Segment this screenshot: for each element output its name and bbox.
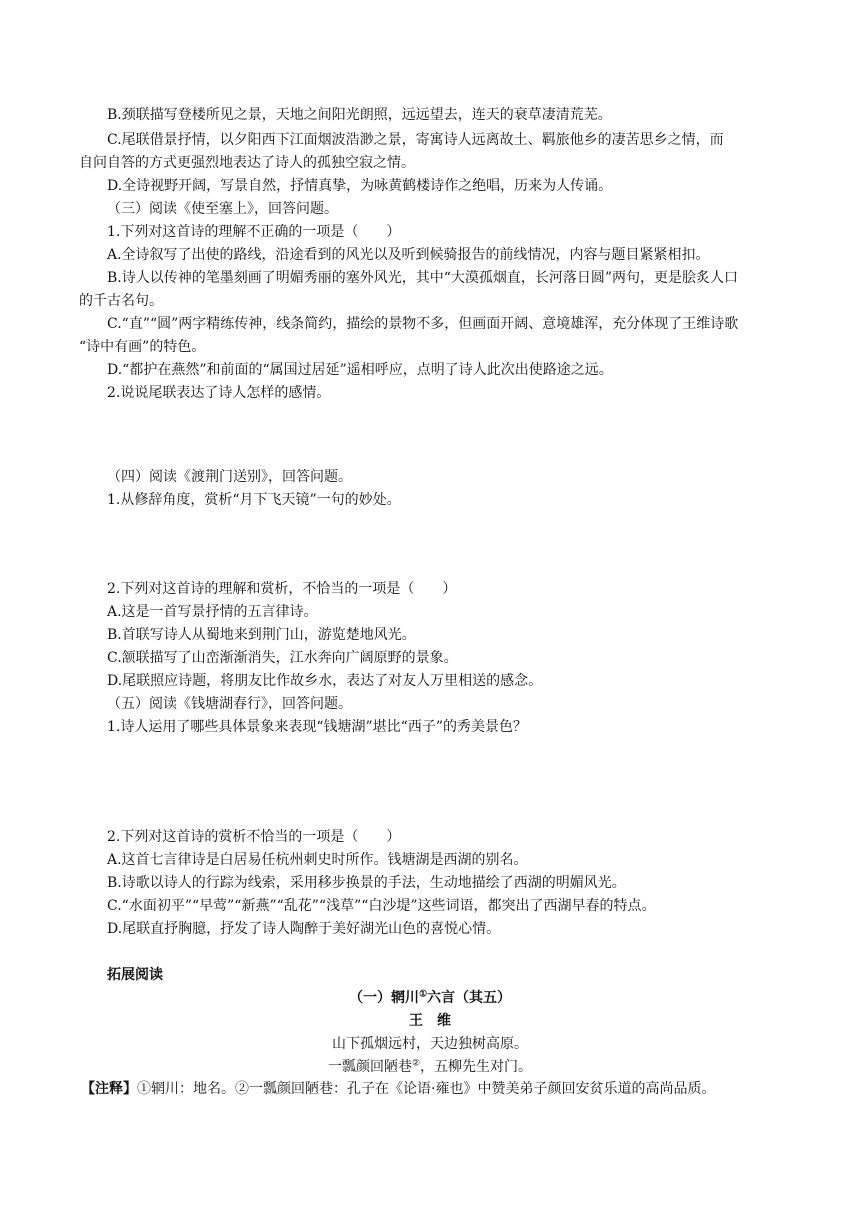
poem-line-2	[0, 1057, 860, 1077]
section-4-question-2: 2.下列对这首诗的理解和赏析，不恰当的一项是（ ）	[107, 581, 457, 597]
poem-notes	[81, 1079, 715, 1099]
section-3-option-c-line2: “诗中有画”的特色。	[79, 339, 206, 355]
poem-line-1: 山下孤烟远村，天边独树高原。	[332, 1036, 528, 1052]
section-3-title: （三）阅读《使至塞上》，回答问题。	[107, 201, 338, 217]
section-4-option-d: D.尾联照应诗题，将朋友比作故乡水，表达了对友人万里相送的感念。	[107, 673, 543, 689]
section-5-question-2: 2.下列对这首诗的赏析不恰当的一项是（ ）	[107, 829, 401, 845]
option-b: B.颈联描写登楼所见之景，天地之间阳光朗照，远远望去，连天的衰草凄清荒芜。	[107, 107, 612, 123]
poem-title-text: （一）辋川	[348, 990, 419, 1006]
poem-line-2-b: ，五柳先生对门。	[420, 1059, 533, 1075]
poem-line-2-a: 一瓢颜回陋巷	[327, 1059, 412, 1075]
section-5-question-1: 1.诗人运用了哪些具体景象来表现“钱塘湖”堪比“西子”的秀美景色？	[107, 719, 527, 735]
section-3-option-d: D.“都护在燕然”和前面的“属国过居延”遥相呼应，点明了诗人此次出使路途之远。	[107, 362, 613, 378]
section-3-option-b-line1: B.诗人以传神的笔墨刻画了明媚秀丽的塞外风光，其中“大漠孤烟直，长河落日圆”两句，更是脍炙人口	[107, 270, 739, 286]
section-5-option-b: B.诗歌以诗人的行踪为线索，采用移步换景的手法，生动地描绘了西湖的明媚风光。	[107, 875, 626, 891]
section-4-question-1: 1.从修辞角度，赏析“月下飞天镜”一句的妙处。	[107, 492, 401, 508]
section-4-option-c: C.颔联描写了山峦渐渐消失，江水奔向广阔原野的景象。	[107, 650, 458, 666]
section-3-option-a: A.全诗叙写了出使的路线，沿途看到的风光以及听到候骑报告的前线情况，内容与题目紧紧相扣。	[107, 247, 710, 263]
notes-label: 【注释】	[81, 1081, 137, 1097]
option-d: D.全诗视野开阔，写景自然，抒情真挚，为咏黄鹤楼诗作之绝唱，历来为人传诵。	[107, 178, 613, 194]
section-4-option-a: A.这是一首写景抒情的五言律诗。	[107, 604, 318, 620]
section-3-option-b-line2: 的千古名句。	[79, 293, 163, 309]
section-5-option-d: D.尾联直抒胸臆，抒发了诗人陶醉于美好湖光山色的喜悦心情。	[107, 921, 501, 937]
section-3-question-2: 2.说说尾联表达了诗人怎样的感情。	[107, 385, 331, 401]
option-c-line2: 自问自答的方式更强烈地表达了诗人的孤独空寂之情。	[79, 155, 415, 171]
section-3-option-c-line1: C.“直”“圆”两字精练传神，线条简约，描绘的景物不多，但画面开阔、意境雄浑，充分体现了王维诗歌	[107, 316, 739, 332]
poem-author: 王 维	[409, 1013, 451, 1029]
poem-title	[0, 988, 860, 1008]
notes-text: ①辋川：地名。②一瓢颜回陋巷：孔子在《论语·雍也》中赞美弟子颜回安贫乐道的高尚品质。	[137, 1081, 716, 1097]
section-4-title: （四）阅读《渡荆门送别》，回答问题。	[107, 469, 352, 485]
section-5-option-c: C.“水面初平”“早莺”“新燕”“乱花”“浅草”“白沙堤”这些词语，都突出了西湖早春的特点。	[107, 898, 656, 914]
section-4-option-b: B.首联写诗人从蜀地来到荆门山，游览楚地风光。	[107, 627, 416, 643]
section-5-title: （五）阅读《钱塘湖春行》，回答问题。	[107, 696, 352, 712]
option-c-line1: C.尾联借景抒情，以夕阳西下江面烟波浩渺之景，寄寓诗人远离故土、羁旅他乡的凄苦思乡之情，而	[107, 132, 724, 148]
section-3-question-1: 1.下列对这首诗的理解不正确的一项是（ ）	[107, 224, 401, 240]
extended-reading-heading: 拓展阅读	[107, 967, 163, 983]
poem-title-subtitle: 六言（其五）	[427, 990, 512, 1006]
poem-title-footnote-mark: ①	[418, 989, 428, 1000]
poem-line-2-footnote-mark: ②	[411, 1058, 421, 1069]
section-5-option-a: A.这首七言律诗是白居易任杭州刺史时所作。钱塘湖是西湖的别名。	[107, 852, 528, 868]
